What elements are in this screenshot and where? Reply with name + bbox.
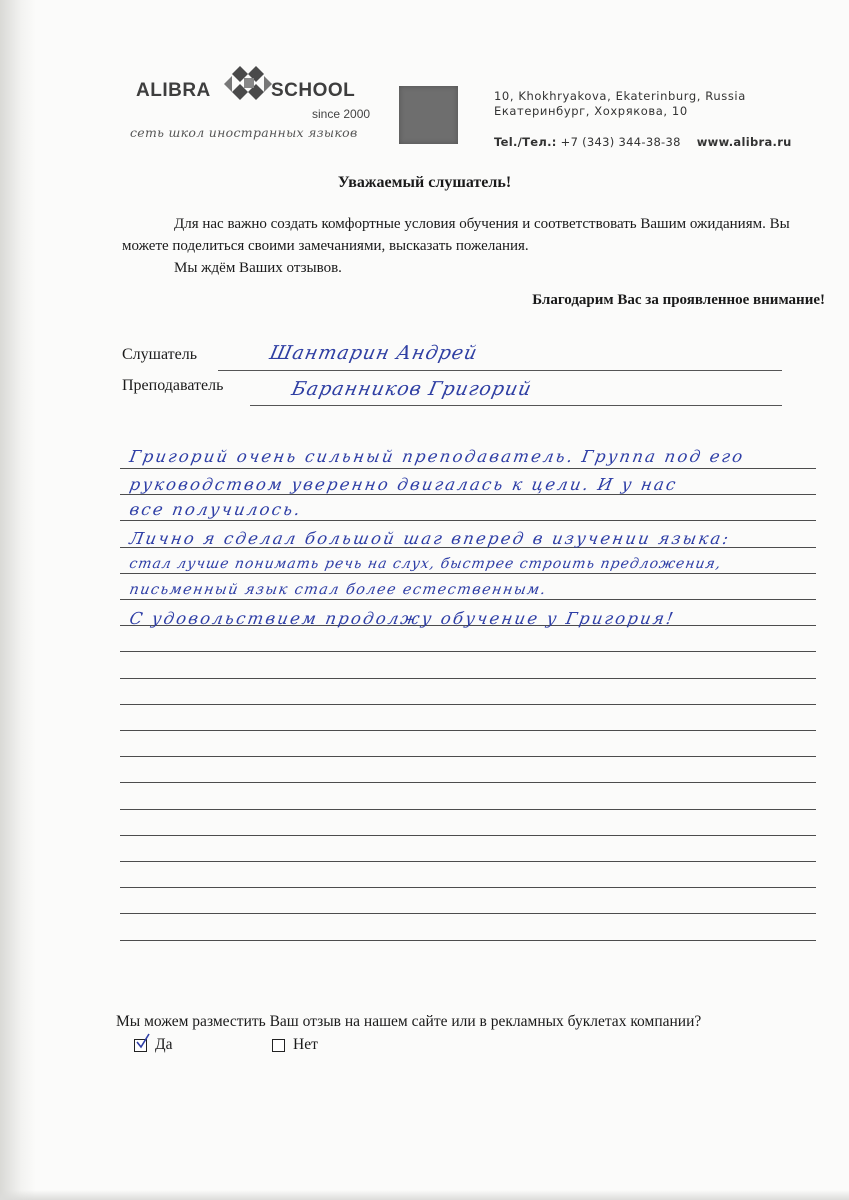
address-russian: Екатеринбург, Хохрякова, 10 [494,104,688,118]
logo-cross-icon [218,62,276,112]
address-english: 10, Khokhryakova, Ekaterinburg, Russia [494,89,746,103]
consent-no-option[interactable] [272,1036,318,1054]
ruled-line [120,756,816,757]
ruled-line [120,940,816,941]
logo-since: since 2000 [312,107,371,121]
ruled-line [120,887,816,888]
request-paragraph: Мы ждём Ваших отзывов. [174,260,342,276]
logo-word-school: SCHOOL [271,80,356,101]
comment-line: Григорий очень сильный преподаватель. Группа под его [128,447,747,466]
comment-line: Лично я сделал большой шаг вперед в изучении языка: [128,529,733,548]
scan-bottom-edge [0,1190,849,1200]
check-mark-icon [136,1033,150,1049]
ruled-line [120,468,816,469]
comment-line: С удовольствием продолжу обучение у Григория! [128,609,677,628]
ruled-line [120,704,816,705]
teacher-underline [250,405,782,406]
student-handwritten-name[interactable]: Шантарин Андрей [267,342,480,364]
consent-question: Мы можем разместить Ваш отзыв на нашем сайте или в рекламных буклетах компании? [116,1013,702,1030]
comment-line: все получилось. [128,500,304,519]
yes-label: Да [155,1036,173,1053]
no-checkbox[interactable] [272,1039,285,1052]
comment-line: стал лучше понимать речь на слух, быстрее строить предложения, [128,556,723,572]
consent-yes-option[interactable] [134,1036,172,1054]
ruled-line [120,782,816,783]
teacher-handwritten-name[interactable]: Баранников Григорий [289,378,534,400]
alibra-logo [118,62,378,152]
ruled-line [120,494,816,495]
greeting-heading: Уважаемый слушатель! [337,174,512,191]
ruled-line [120,913,816,914]
ruled-line [120,651,816,652]
comment-line: руководством уверенно двигалась к цели. И у нас [128,475,680,494]
teacher-label: Преподаватель [122,377,224,394]
no-label: Нет [293,1036,318,1053]
ruled-line [120,861,816,862]
address-block [494,89,746,119]
student-label: Слушатель [122,346,198,363]
phone-number: +7 (343) 344-38-38 [560,135,681,149]
ruled-line [120,809,816,810]
student-underline [218,370,782,371]
logo-tagline: сеть школ иностранных языков [130,125,358,140]
website-link: www.alibra.ru [696,135,792,149]
ruled-line [120,678,816,679]
yes-checkbox[interactable] [134,1039,147,1052]
comment-line: письменный язык стал более естественным. [128,582,548,598]
intro-paragraph: Для нас важно создать комфортные условия обучения и соответствовать Вашим ожиданиям. Вы можете поделиться своими замечаниями, высказать пожелания. [122,216,790,254]
logo-gray-square [399,86,458,144]
phone-label: Tel./Тел.: [494,135,557,149]
thanks-line: Благодарим Вас за проявленное внимание! [532,292,825,308]
ruled-line [120,520,816,521]
ruled-line [120,573,816,574]
contacts-block [494,135,792,149]
ruled-line [120,835,816,836]
logo-word-alibra: ALIBRA [136,80,211,101]
ruled-line [120,730,816,731]
ruled-line [120,599,816,600]
